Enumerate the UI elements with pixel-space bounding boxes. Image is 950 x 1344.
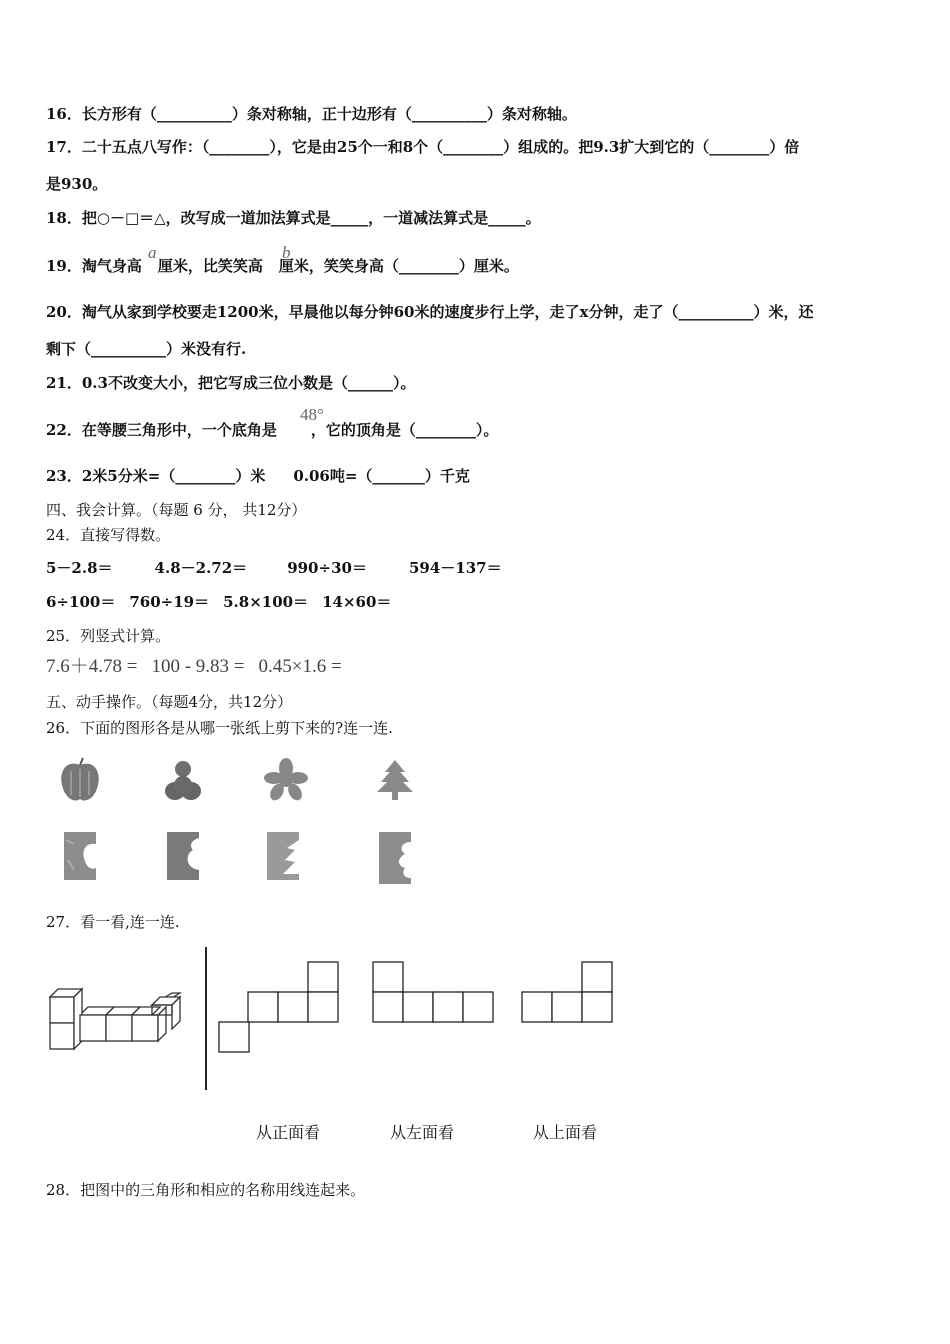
q22-angle: 48° bbox=[300, 405, 324, 424]
view-option-2 bbox=[372, 960, 498, 1024]
q22-part2: ，它的顶角是（________）。 bbox=[310, 421, 499, 439]
q22-part1: 22．在等腰三角形中，一个底角是 bbox=[46, 421, 277, 439]
question-24: 24．直接写得数。 bbox=[46, 526, 171, 544]
apple-cutout-icon bbox=[55, 755, 105, 805]
q24-item: 594－137＝ bbox=[408, 559, 502, 577]
question-16: 16．长方形有（__________）条对称轴，正十边形有（__________）条对称轴。 bbox=[46, 105, 577, 123]
question-21: 21．0.3不改变大小，把它写成三位小数是（______）。 bbox=[46, 374, 416, 392]
question-20-line2: 剩下（__________）米没有行. bbox=[46, 340, 247, 358]
q24-item: 4.8－2.72＝ bbox=[154, 559, 248, 577]
q19-variable-b: b bbox=[282, 243, 291, 262]
q24-row2 bbox=[46, 592, 391, 612]
q24-item: 5－2.8＝ bbox=[46, 559, 113, 577]
q24-item: 760÷19＝ bbox=[129, 593, 210, 611]
gourd-cutout-icon bbox=[160, 755, 206, 805]
q24-row1 bbox=[46, 558, 502, 578]
q23-part2: 0.06吨=（_______）千克 bbox=[293, 467, 470, 485]
question-26: 26．下面的图形各是从哪一张纸上剪下来的?连一连. bbox=[46, 719, 393, 737]
q25-expr: 7.6＋4.78 = bbox=[46, 656, 138, 677]
q19-part3: 厘米，笑笑身高（________）厘米。 bbox=[278, 257, 519, 275]
q25-expr: 100 - 9.83 = bbox=[151, 656, 245, 677]
question-28: 28．把图中的三角形和相应的名称用线连起来。 bbox=[46, 1181, 366, 1199]
q24-item: 14×60＝ bbox=[322, 593, 392, 611]
view-option-3 bbox=[521, 960, 617, 1024]
question-17-line1: 17．二十五点八写作：（________），它是由25个一和8个（________）组成的。把9.3扩大到它的（________）倍 bbox=[46, 138, 800, 156]
question-23 bbox=[46, 466, 470, 486]
q25-expressions bbox=[46, 657, 342, 677]
view-label-top: 从上面看 bbox=[533, 1123, 598, 1142]
paper-tree-hole-icon bbox=[263, 830, 303, 882]
q23-part1: 23．2米5分米=（________）米 bbox=[46, 467, 266, 485]
paper-gourd-hole-icon bbox=[163, 830, 203, 882]
q24-item: 5.8×100＝ bbox=[223, 593, 309, 611]
question-25: 25．列竖式计算。 bbox=[46, 627, 171, 645]
q25-expr: 0.45×1.6 = bbox=[258, 656, 342, 677]
view-label-left: 从左面看 bbox=[390, 1123, 455, 1142]
section-5-title: 五、动手操作。（每题4分，共12分） bbox=[46, 693, 293, 711]
q19-part1: 19．淘气身高 bbox=[46, 257, 142, 275]
q24-item: 990÷30＝ bbox=[287, 559, 367, 577]
flower-cutout-icon bbox=[262, 756, 310, 802]
question-27: 27．看一看,连一连. bbox=[46, 913, 180, 931]
vertical-divider bbox=[205, 947, 207, 1090]
cube-stack-figure bbox=[48, 985, 188, 1057]
question-18: 18．把○－□＝△，改写成一道加法算式是_____，一道减法算式是_____。 bbox=[46, 209, 541, 227]
question-20-line1: 20．淘气从家到学校要走1200米，早晨他以每分钟60米的速度步行上学，走了x分钟，走了（__________）米，还 bbox=[46, 303, 814, 321]
question-22 bbox=[46, 420, 498, 440]
paper-apple-hole-icon bbox=[60, 830, 100, 882]
tree-cutout-icon bbox=[372, 756, 418, 804]
q19-part2: 厘米，比笑笑高 bbox=[157, 257, 263, 275]
q19-variable-a: a bbox=[148, 243, 157, 262]
q24-item: 6÷100＝ bbox=[46, 593, 116, 611]
view-option-1 bbox=[218, 960, 342, 1054]
section-4-title: 四、我会计算。（每题 6 分， 共12分） bbox=[46, 501, 307, 519]
question-17-line2: 是930。 bbox=[46, 175, 108, 193]
view-label-front: 从正面看 bbox=[256, 1123, 321, 1142]
paper-flower-hole-icon bbox=[375, 830, 415, 886]
